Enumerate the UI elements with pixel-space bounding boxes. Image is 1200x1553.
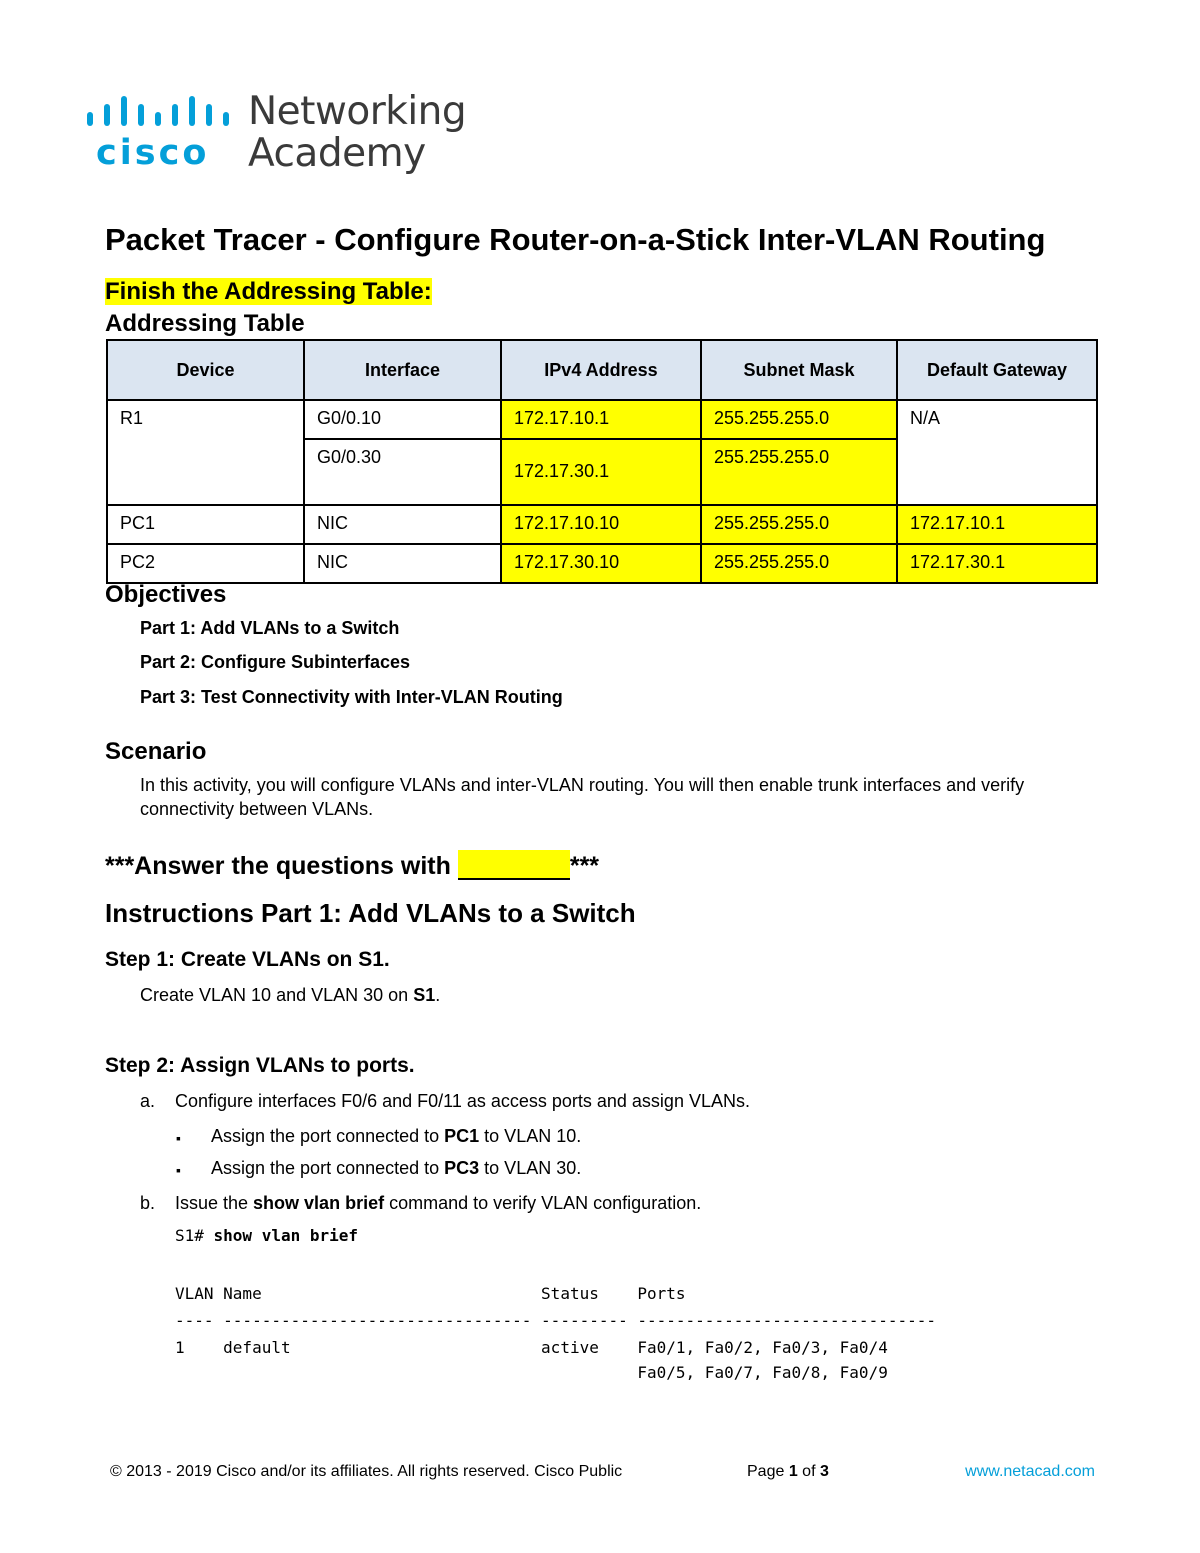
bullet-icon: ▪ xyxy=(176,1130,181,1146)
scenario-heading: Scenario xyxy=(105,738,207,765)
table-header: Default Gateway xyxy=(897,340,1097,400)
table-cell: 172.17.10.10 xyxy=(501,505,701,544)
logo-networking: Networking xyxy=(248,89,467,134)
table-header: IPv4 Address xyxy=(501,340,701,400)
scenario-text: In this activity, you will configure VLANs and inter-VLAN routing. You will then enable trunk interfaces and verify connectivity between VLANs. xyxy=(140,775,1025,819)
list-letter-b: b. xyxy=(140,1193,156,1213)
table-cell: R1 xyxy=(107,400,304,505)
cli-output-row: 1 default active Fa0/1, Fa0/2, Fa0/3, Fa0/4 xyxy=(175,1338,888,1357)
step2-item-a: Configure interfaces F0/6 and F0/11 as access ports and assign VLANs. xyxy=(175,1091,750,1111)
table-header: Device xyxy=(107,340,304,400)
table-cell: G0/0.10 xyxy=(304,400,501,439)
table-cell-value: 172.17.30.1 xyxy=(514,461,610,481)
answer-instruction: ***Answer the questions with *** xyxy=(105,852,600,880)
table-header: Interface xyxy=(304,340,501,400)
table-cell: 255.255.255.0 xyxy=(701,439,897,505)
table-header-row xyxy=(107,340,1097,400)
bullet-icon: ▪ xyxy=(176,1162,181,1178)
footer-link[interactable]: www.netacad.com xyxy=(965,1463,1095,1480)
table-row xyxy=(107,544,1097,583)
table-row xyxy=(107,505,1097,544)
table-cell: 172.17.10.1 xyxy=(897,505,1097,544)
table-cell xyxy=(501,439,701,505)
addressing-table-heading: Addressing Table xyxy=(105,310,305,337)
step2-item-b: Issue the show vlan brief command to verify VLAN configuration. xyxy=(175,1193,702,1213)
table-cell: 172.17.30.10 xyxy=(501,544,701,583)
table-cell: 255.255.255.0 xyxy=(701,400,897,439)
step1-heading: Step 1: Create VLANs on S1. xyxy=(105,948,390,971)
table-cell: G0/0.30 xyxy=(304,439,501,505)
cisco-bars-icon xyxy=(86,96,236,130)
part1-heading: Instructions Part 1: Add VLANs to a Switch xyxy=(105,898,636,928)
table-cell: NIC xyxy=(304,505,501,544)
bullet-item: Assign the port connected to PC1 to VLAN 10. xyxy=(211,1126,582,1146)
objective-item: Part 1: Add VLANs to a Switch xyxy=(140,618,400,638)
cisco-networking-academy-logo xyxy=(86,90,476,180)
document-title: Packet Tracer - Configure Router-on-a-Stick Inter-VLAN Routing xyxy=(105,222,1046,257)
logo-academy: Academy xyxy=(248,131,426,176)
cli-command: S1# show vlan brief xyxy=(175,1226,359,1245)
table-cell: N/A xyxy=(897,400,1097,505)
table-cell: PC2 xyxy=(107,544,304,583)
answer-blank xyxy=(458,850,570,880)
step2-heading: Step 2: Assign VLANs to ports. xyxy=(105,1054,415,1077)
step1-text: Create VLAN 10 and VLAN 30 on S1. xyxy=(140,985,441,1005)
table-cell: PC1 xyxy=(107,505,304,544)
table-header: Subnet Mask xyxy=(701,340,897,400)
cisco-wordmark: cisco xyxy=(96,133,210,173)
objectives-heading: Objectives xyxy=(105,581,227,608)
cli-output-header: VLAN Name Status Ports xyxy=(175,1284,686,1303)
list-letter-a: a. xyxy=(140,1091,156,1111)
table-cell: 172.17.10.1 xyxy=(501,400,701,439)
table-cell: 172.17.30.1 xyxy=(897,544,1097,583)
objective-item: Part 2: Configure Subinterfaces xyxy=(140,652,411,672)
table-cell: 255.255.255.0 xyxy=(701,544,897,583)
objective-item: Part 3: Test Connectivity with Inter-VLAN Routing xyxy=(140,687,563,707)
cli-output-separator: ---- -------------------------------- --------- ------------------------------- xyxy=(175,1311,936,1330)
table-cell: 255.255.255.0 xyxy=(701,505,897,544)
bullet-item: Assign the port connected to PC3 to VLAN 30. xyxy=(211,1158,582,1178)
table-row xyxy=(107,400,1097,439)
footer-page-number: Page 1 of 3 xyxy=(747,1463,829,1480)
footer-copyright: © 2013 - 2019 Cisco and/or its affiliates. All rights reserved. Cisco Public xyxy=(110,1463,623,1480)
cli-output-row: Fa0/5, Fa0/7, Fa0/8, Fa0/9 xyxy=(175,1363,888,1382)
page-footer xyxy=(110,1463,1095,1485)
addressing-table xyxy=(106,339,1098,584)
table-cell: NIC xyxy=(304,544,501,583)
finish-addressing-label: Finish the Addressing Table: xyxy=(105,278,432,305)
